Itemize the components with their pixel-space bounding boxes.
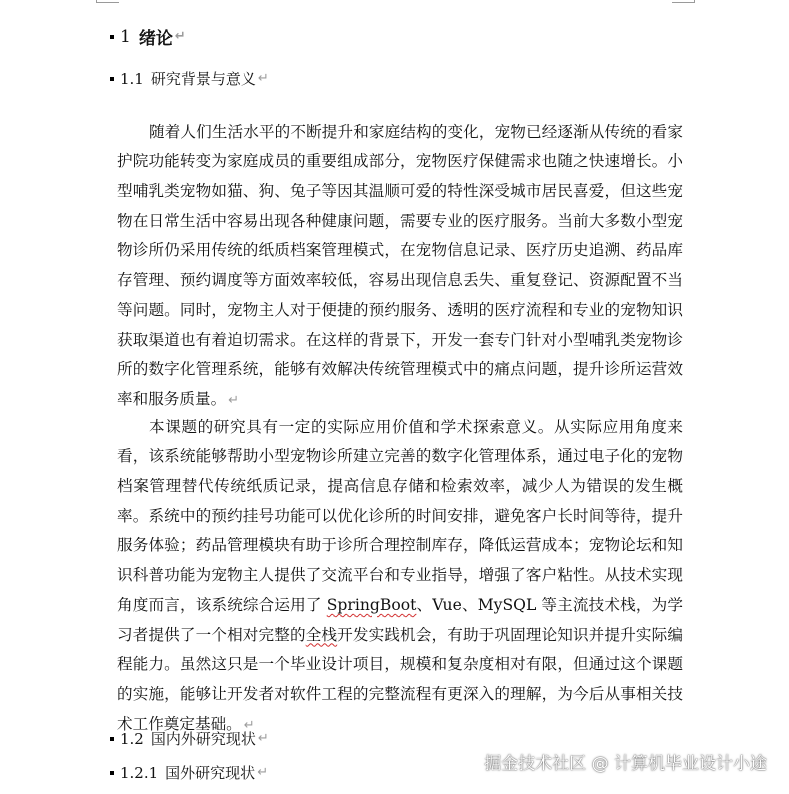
heading-bullet — [110, 35, 114, 39]
paragraph-text-part: 、 — [416, 595, 433, 614]
heading-number: 1.2.1 — [120, 763, 159, 782]
heading-title: 研究背景与意义 — [150, 70, 256, 88]
heading-title: 国内外研究现状 — [150, 730, 256, 748]
paragraph-mark-icon: ↵ — [257, 765, 269, 780]
paragraph-mark-icon: ↵ — [257, 71, 269, 86]
heading-bullet — [110, 77, 114, 81]
heading-bullet — [110, 771, 114, 775]
heading-bullet — [110, 737, 114, 741]
heading-subsection-1-2-1 — [110, 762, 268, 783]
paragraph-text-part: Vue — [432, 595, 462, 614]
heading-title: 国外研究现状 — [165, 764, 256, 782]
paragraph-text-part: 本课题的研究具有一定的实际应用价值和学术探索意义。从实际应用角度来看，该系统能够帮助小型宠物诊所建立完善的数字化管理体系，通过电子化的宠物档案管理替代传统纸质记录，提高信息存储和检索效率，减少人为错误的发生概率。系统中的预约挂号功能可以优化诊所的时间安排，避免客户长时间等待，提升服务体验；药品管理模块有助于诊所合理控制库存，降低运营成本；宠物论坛和知识科普功能为宠物主人提供了交流平台和专业指导，增强了客户粘性。从技术实现角度而言，该系统综合运用了 — [117, 417, 683, 614]
paragraph-mark-icon: ↵ — [228, 392, 240, 408]
body-paragraph-1 — [117, 118, 683, 416]
paragraph-text-part: 开发实践机会，有助于巩固理论知识并提升实际编程能力。虽然这只是一个毕业设计项目，规模和复杂度相对有限，但通过这个课题的实施，能够让开发者对软件工程的完整流程有更深入的理解，为今后从事相关技术工作奠定基础。 — [117, 625, 683, 733]
paragraph-text-part: 等主流技术栈，为学习者提供了一个相对完整的 — [117, 595, 683, 644]
paragraph-mark-icon: ↵ — [243, 717, 255, 733]
body-paragraph-2 — [117, 413, 683, 741]
heading-number: 1 — [120, 26, 131, 47]
spellcheck-word[interactable]: 全栈 — [305, 625, 338, 644]
paragraph-text-part: MySQL — [477, 595, 537, 614]
page-corner-mark-right — [672, 0, 695, 3]
watermark-text: 掘金技术社区 @ 计算机毕业设计小途 — [484, 754, 767, 774]
paragraph-text: 随着人们生活水平的不断提升和家庭结构的变化，宠物已经逐渐从传统的看家护院功能转变为家庭成员的重要组成部分，宠物医疗保健需求也随之快速增长。小型哺乳类宠物如猫、狗、兔子等因其温顺可爱的特性深受城市居民喜爱，但这些宠物在日常生活中容易出现各种健康问题，需要专业的医疗服务。当前大多数小型宠物诊所仍采用传统的纸质档案管理模式，在宠物信息记录、医疗历史追溯、药品库存管理、预约调度等方面效率较低，容易出现信息丢失、重复登记、资源配置不当等问题。同时，宠物主人对于便捷的预约服务、透明的医疗流程和专业的宠物知识获取渠道也有着迫切需求。在这样的背景下，开发一套专门针对小型哺乳类宠物诊所的数字化管理系统，能够有效解决传统管理模式中的痛点问题，提升诊所运营效率和服务质量。 — [117, 122, 683, 408]
heading-number: 1.2 — [120, 729, 144, 748]
spellcheck-word[interactable]: SpringBoot — [326, 595, 417, 614]
heading-title: 绪论 — [138, 29, 173, 49]
heading-section-1-2 — [110, 728, 269, 749]
paragraph-mark-icon: ↵ — [174, 29, 186, 44]
paragraph-text-part: 、 — [461, 595, 478, 614]
heading-section-1-1 — [110, 68, 269, 89]
paragraph-mark-icon: ↵ — [257, 731, 269, 746]
heading-number: 1.1 — [120, 69, 144, 88]
heading-chapter-1 — [110, 24, 186, 49]
page-corner-mark-left — [96, 0, 119, 3]
